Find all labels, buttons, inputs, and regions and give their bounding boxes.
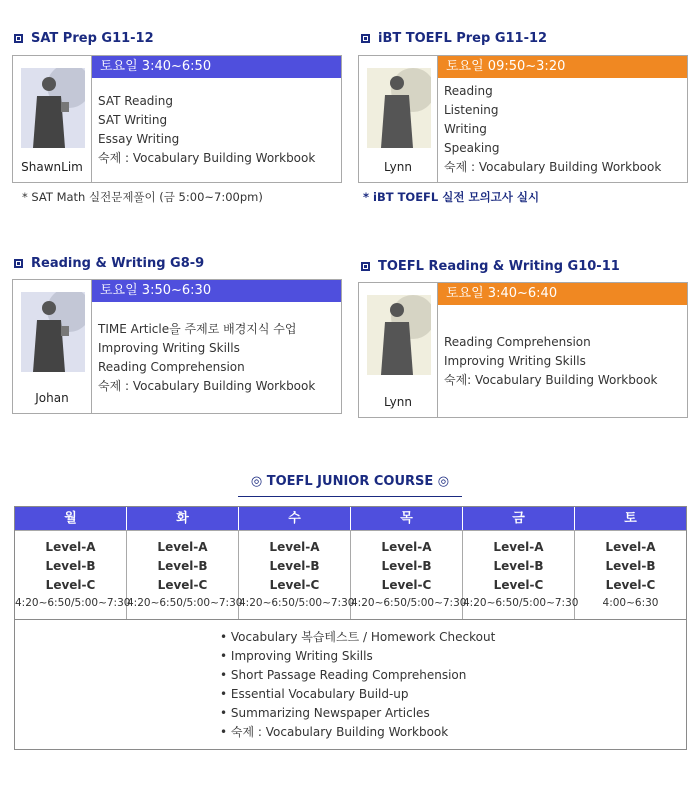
teacher-photo-card <box>358 55 438 183</box>
list-item: • Summarizing Newspaper Articles <box>220 704 495 723</box>
level-label: Level-C <box>493 578 544 592</box>
course-line: Reading Comprehension <box>98 360 245 374</box>
day-header: 화 <box>127 507 239 530</box>
level-label: Level-C <box>45 578 96 592</box>
course-note: * iBT TOEFL 실전 모의고사 실시 <box>363 190 540 204</box>
list-item: • Essential Vocabulary Build-up <box>220 685 495 704</box>
day-time: 4:20~6:50/5:00~7:30 <box>15 597 131 609</box>
day-header: 수 <box>239 507 351 530</box>
day-column-fri <box>463 507 579 619</box>
male-teacher-icon <box>21 68 85 148</box>
day-body <box>15 530 131 619</box>
day-body <box>239 530 355 619</box>
course-line: 숙제: Vocabulary Building Workbook <box>444 373 658 387</box>
course-line: Reading <box>444 84 493 98</box>
course-line: Writing <box>444 122 487 136</box>
course-line: Improving Writing Skills <box>444 354 586 368</box>
day-column-wed <box>239 507 355 619</box>
course-detail-box <box>437 55 688 183</box>
level-label: Level-B <box>605 559 656 573</box>
level-label: Level-B <box>381 559 432 573</box>
level-label: Level-A <box>381 540 432 554</box>
course-line: SAT Writing <box>98 113 168 127</box>
teacher-photo-card <box>358 282 438 418</box>
course-detail-box <box>91 55 342 183</box>
level-label: Level-B <box>493 559 544 573</box>
teacher-name: Lynn <box>384 160 412 174</box>
day-column-sat <box>575 507 686 619</box>
level-label: Level-C <box>269 578 320 592</box>
female-teacher-icon <box>367 68 431 148</box>
day-header: 월 <box>15 507 127 530</box>
female-teacher-icon <box>367 295 431 375</box>
course-line: Essay Writing <box>98 132 180 146</box>
level-label: Level-A <box>605 540 656 554</box>
list-item: • Vocabulary 복습테스트 / Homework Checkout <box>220 628 495 647</box>
day-body <box>463 530 579 619</box>
square-bullet-icon <box>14 34 23 43</box>
schedule-time-bar: 토요일 3:50~6:30 <box>92 280 341 302</box>
teacher-name: Lynn <box>384 395 412 409</box>
level-label: Level-C <box>605 578 656 592</box>
level-label: Level-B <box>269 559 320 573</box>
level-label: Level-A <box>45 540 96 554</box>
day-header: 토 <box>575 507 686 530</box>
male-teacher-icon <box>21 292 85 372</box>
course-line: 숙제 : Vocabulary Building Workbook <box>444 160 662 174</box>
day-body <box>351 530 467 619</box>
square-bullet-icon <box>14 259 23 268</box>
schedule-time-bar: 토요일 09:50~3:20 <box>438 56 687 78</box>
list-item: • 숙제 : Vocabulary Building Workbook <box>220 723 495 742</box>
junior-course-items <box>15 619 686 749</box>
level-label: Level-A <box>269 540 320 554</box>
course-line: Listening <box>444 103 499 117</box>
schedule-time-bar: 토요일 3:40~6:50 <box>92 56 341 78</box>
level-label: Level-A <box>157 540 208 554</box>
course-detail-box <box>91 279 342 414</box>
course-note: * SAT Math 실전문제풀이 (금 5:00~7:00pm) <box>22 190 263 204</box>
course-title-toefl-reading-writing: TOEFL Reading & Writing G10-11 <box>361 259 620 274</box>
course-title-ibt: iBT TOEFL Prep G11-12 <box>361 31 547 46</box>
course-line: 숙제 : Vocabulary Building Workbook <box>98 379 316 393</box>
list-item: • Improving Writing Skills <box>220 647 495 666</box>
junior-course-title: ◎ TOEFL JUNIOR COURSE ◎ <box>238 474 462 497</box>
junior-schedule-grid <box>14 506 687 750</box>
course-title-sat: SAT Prep G11-12 <box>14 31 154 46</box>
level-label: Level-C <box>157 578 208 592</box>
course-line: Speaking <box>444 141 500 155</box>
day-time: 4:20~6:50/5:00~7:30 <box>127 597 243 609</box>
level-label: Level-C <box>381 578 432 592</box>
course-title-reading-writing: Reading & Writing G8-9 <box>14 256 204 271</box>
day-time: 4:20~6:50/5:00~7:30 <box>463 597 579 609</box>
day-column-tue <box>127 507 243 619</box>
teacher-name: ShawnLim <box>21 160 83 174</box>
teacher-name: Johan <box>35 391 69 405</box>
day-body <box>127 530 243 619</box>
course-line: Reading Comprehension <box>444 335 591 349</box>
course-line: Improving Writing Skills <box>98 341 240 355</box>
day-header: 목 <box>351 507 463 530</box>
course-line: 숙제 : Vocabulary Building Workbook <box>98 151 316 165</box>
day-time: 4:20~6:50/5:00~7:30 <box>239 597 355 609</box>
teacher-photo-card <box>12 55 92 183</box>
day-time: 4:20~6:50/5:00~7:30 <box>351 597 467 609</box>
day-time: 4:00~6:30 <box>602 597 659 609</box>
level-label: Level-B <box>45 559 96 573</box>
course-detail-box <box>437 282 688 418</box>
level-label: Level-B <box>157 559 208 573</box>
teacher-photo-card <box>12 279 92 414</box>
level-label: Level-A <box>493 540 544 554</box>
course-line: TIME Article을 주제로 배경지식 수업 <box>98 322 297 336</box>
day-body <box>575 530 686 619</box>
course-line: SAT Reading <box>98 94 173 108</box>
square-bullet-icon <box>361 262 370 271</box>
square-bullet-icon <box>361 34 370 43</box>
schedule-time-bar: 토요일 3:40~6:40 <box>438 283 687 305</box>
day-header: 금 <box>463 507 575 530</box>
day-column-thu <box>351 507 467 619</box>
day-column-mon <box>15 507 131 619</box>
list-item: • Short Passage Reading Comprehension <box>220 666 495 685</box>
